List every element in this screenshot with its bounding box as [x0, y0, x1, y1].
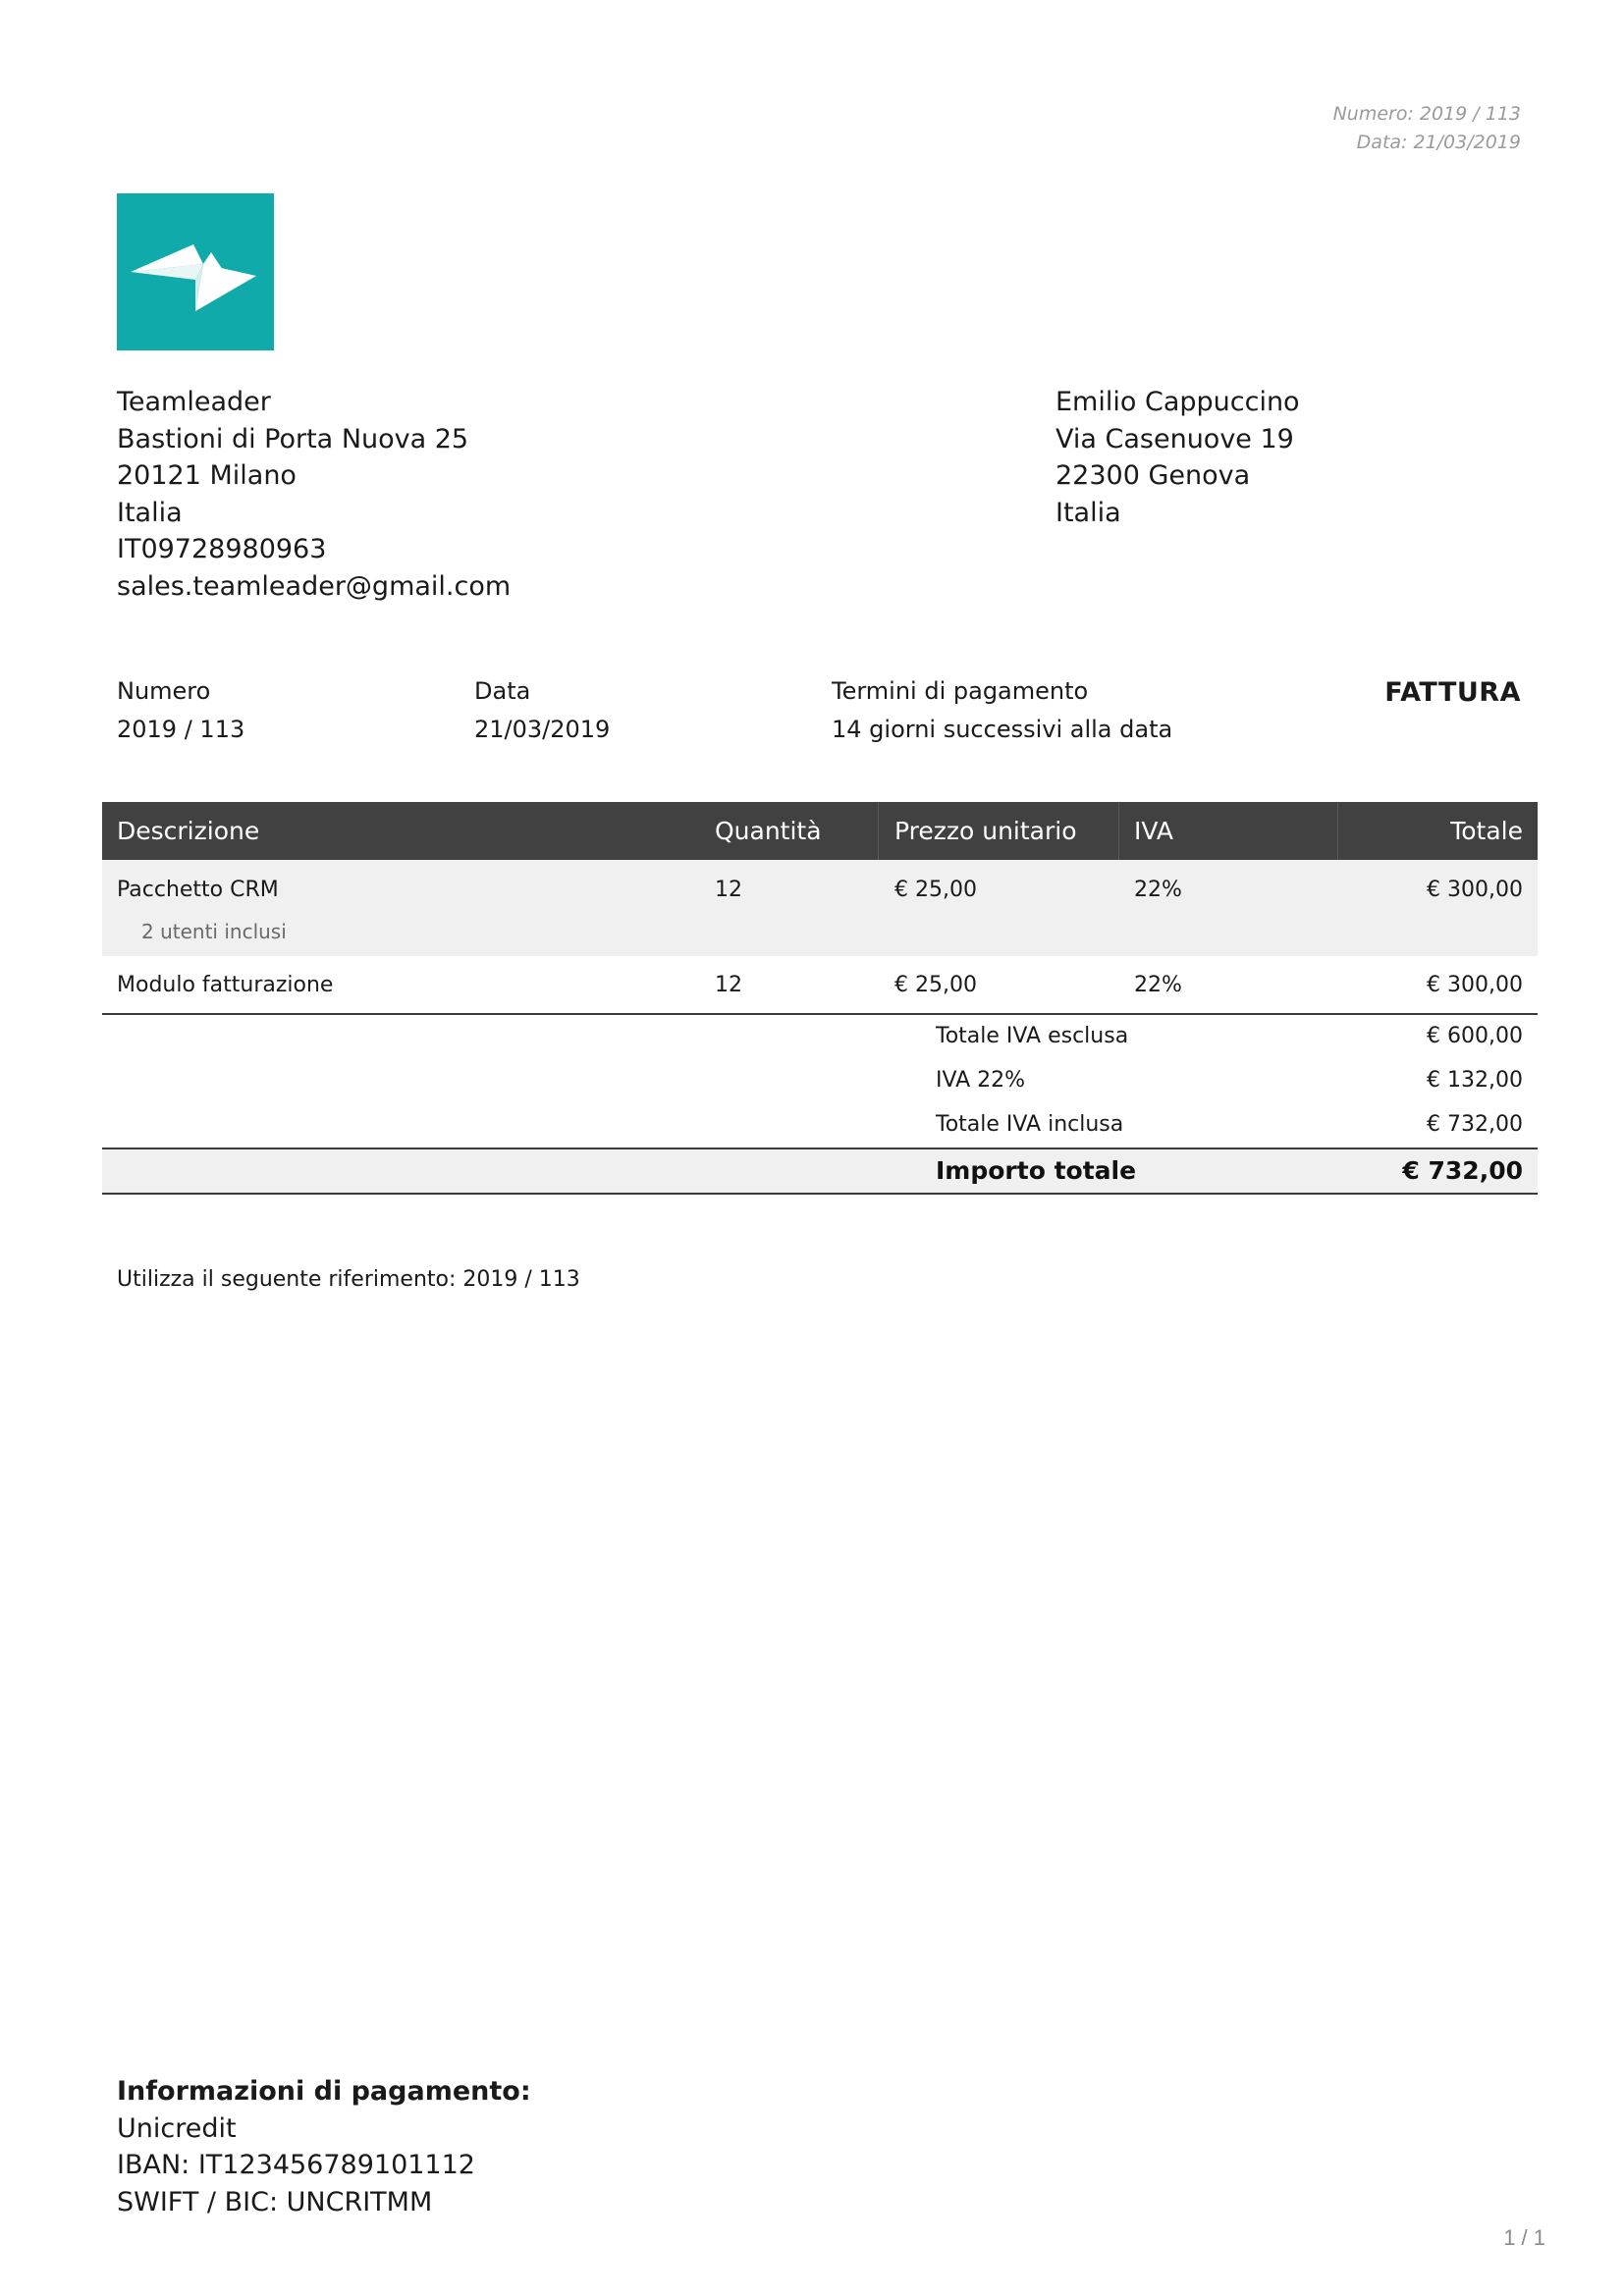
payment-info-title: Informazioni di pagamento:: [117, 2076, 531, 2107]
page-number: 1 / 1: [1503, 2225, 1545, 2250]
sender-street: Bastioni di Porta Nuova 25: [117, 423, 469, 454]
payment-bank: Unicredit: [117, 2112, 237, 2144]
row-unit-price: € 25,00: [894, 878, 977, 902]
column-header-unit-price: Prezzo unitario: [894, 817, 1077, 845]
row-total: € 300,00: [1427, 973, 1523, 997]
grand-total-label: Importo totale: [936, 1156, 1137, 1185]
date-label: Data: [474, 677, 531, 705]
payment-reference: Utilizza il seguente riferimento: 2019 / 113: [117, 1267, 580, 1292]
sender-name: Teamleader: [117, 387, 271, 417]
column-header-quantity: Quantità: [715, 817, 822, 845]
recipient-city: 22300 Genova: [1056, 460, 1251, 492]
row-note: 2 utenti inclusi: [141, 920, 287, 943]
row-description: Pacchetto CRM: [117, 878, 279, 902]
sender-vat: IT09728980963: [117, 534, 327, 565]
row-unit-price: € 25,00: [894, 973, 977, 997]
number-value: 2019 / 113: [117, 716, 245, 743]
table-row: [102, 860, 1538, 956]
grand-total-row: [102, 1149, 1538, 1193]
sender-country: Italia: [117, 497, 183, 528]
header-invoice-number: Numero: 2019 / 113: [1332, 103, 1521, 125]
column-separator: [1337, 802, 1338, 860]
date-value: 21/03/2019: [474, 716, 611, 743]
payment-terms-label: Termini di pagamento: [832, 677, 1089, 705]
sender-address: [117, 384, 511, 606]
table-divider: [102, 1013, 1538, 1015]
subtotal-label: Totale IVA esclusa: [936, 1024, 1129, 1048]
recipient-address: [1056, 384, 1300, 531]
column-separator: [1118, 802, 1119, 860]
header-invoice-date: Data: 21/03/2019: [1356, 132, 1521, 153]
recipient-country: Italia: [1056, 497, 1121, 528]
summary-bottom-divider: [102, 1193, 1538, 1195]
company-logo: [117, 193, 274, 350]
column-header-vat: IVA: [1134, 817, 1173, 845]
row-quantity: 12: [715, 878, 742, 902]
column-separator: [878, 802, 879, 860]
sender-email: sales.teamleader@gmail.com: [117, 570, 512, 602]
row-vat: 22%: [1134, 878, 1182, 902]
sender-city: 20121 Milano: [117, 460, 297, 492]
subtotal-value: € 600,00: [1427, 1024, 1523, 1048]
row-quantity: 12: [715, 973, 742, 997]
payment-info: [117, 2073, 531, 2220]
payment-iban: IBAN: IT123456789101112: [117, 2150, 475, 2181]
paper-plane-logo-icon: [117, 193, 274, 350]
vat-label: IVA 22%: [936, 1068, 1026, 1093]
payment-swift: SWIFT / BIC: UNCRITMM: [117, 2186, 433, 2217]
row-total: € 300,00: [1427, 878, 1523, 902]
row-vat: 22%: [1134, 973, 1182, 997]
recipient-name: Emilio Cappuccino: [1056, 387, 1300, 417]
payment-terms-value: 14 giorni successivi alla data: [832, 716, 1173, 743]
vat-value: € 132,00: [1427, 1068, 1523, 1093]
number-label: Numero: [117, 677, 211, 705]
column-header-total: Totale: [1450, 817, 1523, 845]
total-incl-label: Totale IVA inclusa: [936, 1112, 1124, 1137]
grand-total-value: € 732,00: [1402, 1156, 1523, 1185]
recipient-street: Via Casenuove 19: [1056, 423, 1294, 454]
total-incl-value: € 732,00: [1427, 1112, 1523, 1137]
column-header-description: Descrizione: [117, 817, 260, 845]
row-description: Modulo fatturazione: [117, 973, 334, 997]
document-type: FATTURA: [1384, 677, 1521, 708]
